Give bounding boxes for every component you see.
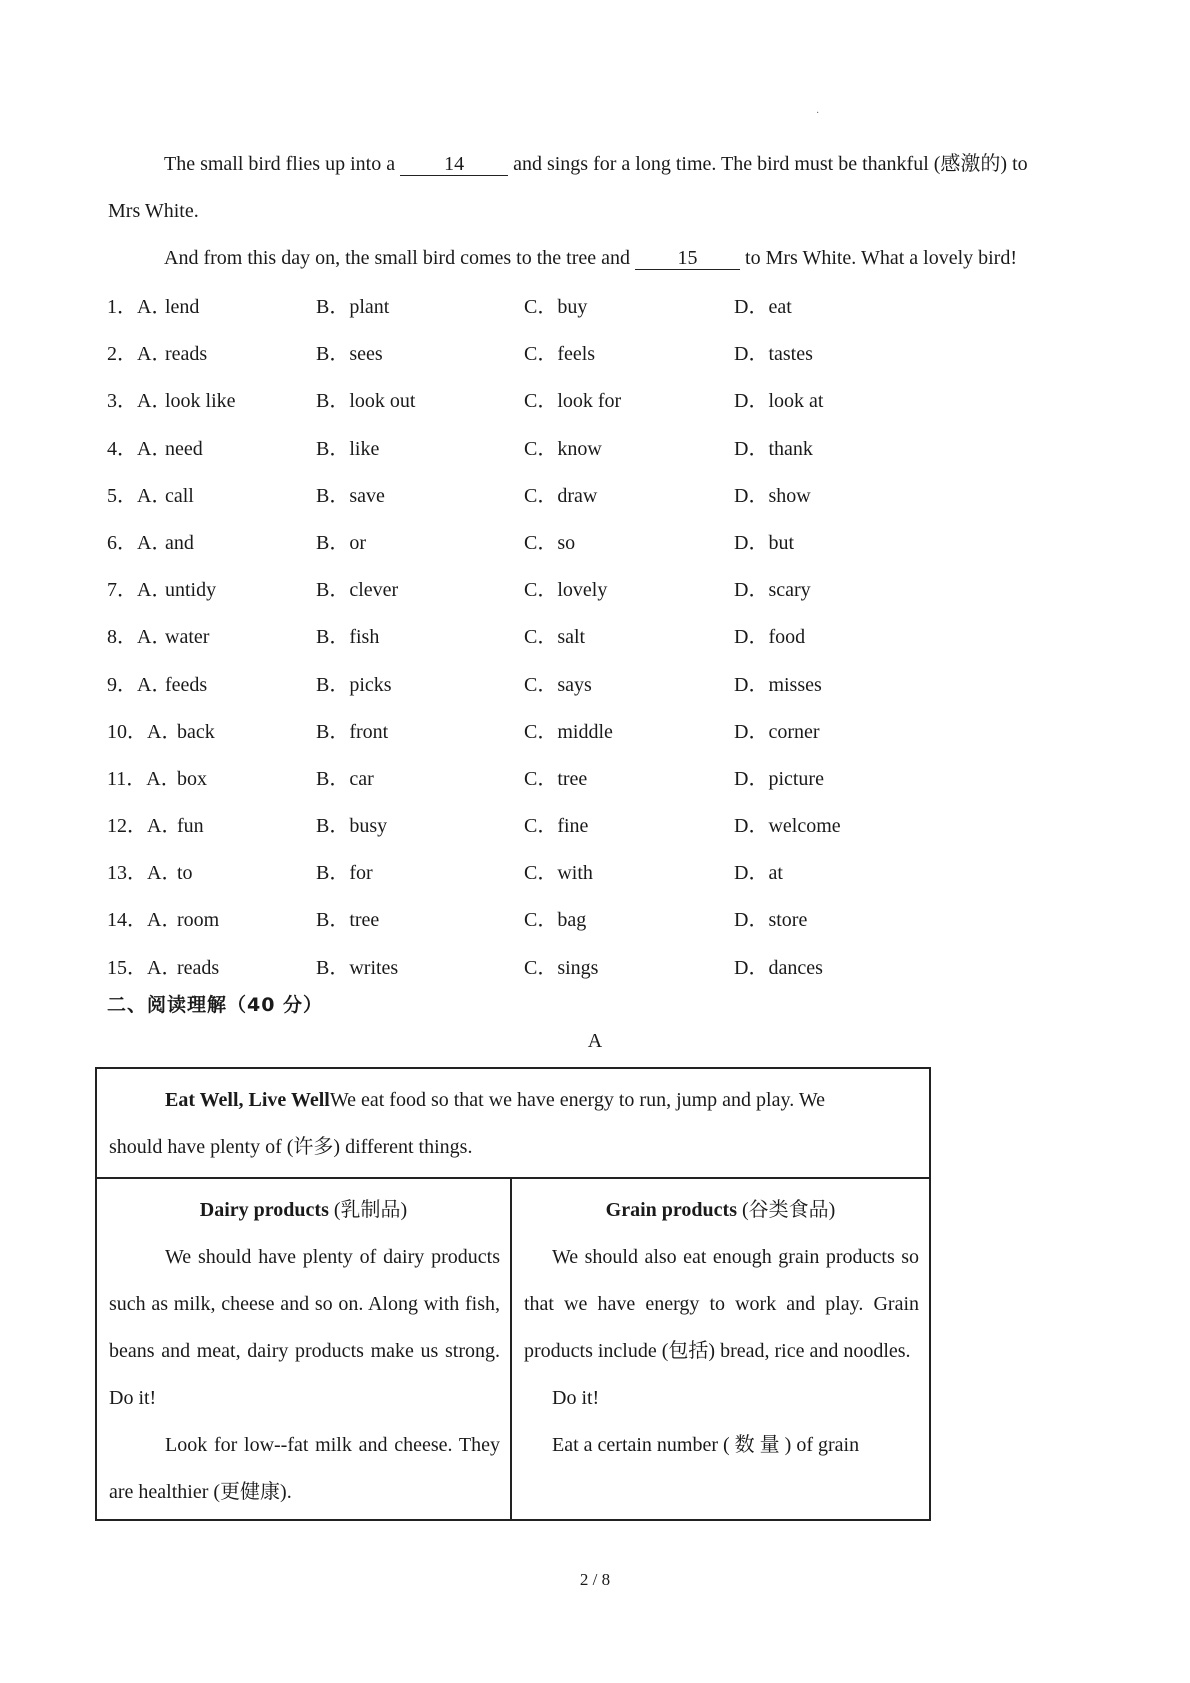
option-d: D．store [734, 909, 808, 932]
option-c: C．says [524, 673, 592, 696]
table-title: Eat Well, Live Well [165, 1089, 330, 1111]
option-d: D．corner [734, 720, 820, 743]
option-a: to [177, 862, 193, 885]
passage-letter: A [587, 1030, 603, 1052]
question-number: 3．A． [107, 390, 172, 413]
option-c: C．lovely [524, 579, 608, 602]
option-c: C．fine [524, 815, 589, 838]
grain-cell: Grain products (谷类食品) We should also eat enough grain products so that we have energy to work and play. Grain products include (包括) bread, rice and noodles. Do it! Eat a certain number ( 数 量 ) of grain [512, 1179, 929, 1519]
option-a: lend [165, 296, 200, 318]
option-d: D．at [734, 862, 783, 885]
option-b: B．picks [316, 673, 392, 696]
option-row [107, 614, 1007, 661]
option-d: D．but [734, 531, 794, 554]
option-b: B．writes [316, 956, 399, 979]
option-a: reads [177, 956, 220, 979]
dairy-heading: Dairy products (乳制品) [199, 1199, 408, 1221]
option-b: B．car [316, 767, 374, 790]
option-row [107, 331, 1007, 378]
option-row [107, 756, 1007, 803]
blank-15: 15 [635, 247, 740, 270]
option-b: B．plant [316, 296, 390, 318]
option-a: untidy [165, 579, 217, 602]
reading-table [95, 1067, 931, 1521]
option-a: back [177, 720, 215, 743]
option-d: D．look at [734, 390, 824, 413]
option-b: B．like [316, 437, 380, 460]
question-number: 7．A． [107, 579, 172, 602]
option-row [107, 709, 1007, 756]
question-number: 12．A． [107, 815, 182, 838]
option-c: C．salt [524, 626, 586, 649]
dairy-cell: Dairy products (乳制品) We should have plenty of dairy products such as milk, cheese and so on. Along with fish, beans and meat, dairy products make us strong. Do it! Look for low--fat milk and cheese. They are healthier (更健康). [97, 1179, 512, 1519]
option-c: C．draw [524, 484, 598, 507]
option-b: B．save [316, 484, 385, 507]
option-row [107, 850, 1007, 897]
option-b: B．tree [316, 909, 380, 932]
blank-14: 14 [400, 153, 508, 176]
option-a: look like [165, 390, 236, 413]
option-b: B．for [316, 862, 373, 885]
question-number: 13．A． [107, 862, 182, 885]
option-d: D．misses [734, 673, 822, 696]
page-number: 2 / 8 [579, 1570, 611, 1589]
question-number: 1．A． [107, 296, 172, 318]
option-b: B．look out [316, 390, 416, 413]
option-c: C．middle [524, 720, 613, 743]
option-row [107, 378, 1007, 425]
option-c: C．feels [524, 343, 596, 366]
section-title: 二、阅读理解（40 分） [107, 994, 324, 1016]
option-c: C．with [524, 862, 593, 885]
question-number: 2．A． [107, 343, 172, 366]
question-number: 15．A． [107, 956, 182, 979]
question-number: 6．A． [107, 531, 172, 554]
option-d: D．food [734, 626, 806, 649]
option-c: C．bag [524, 909, 587, 932]
option-c: C．so [524, 531, 576, 554]
option-a: reads [165, 343, 208, 366]
option-row [107, 897, 1007, 944]
option-row [107, 567, 1007, 614]
option-a: water [165, 626, 210, 649]
option-d: D．picture [734, 767, 824, 790]
stray-mark: · [816, 108, 820, 119]
question-number: 8．A． [107, 626, 172, 649]
option-a: and [165, 531, 194, 554]
option-b: B．clever [316, 579, 399, 602]
question-number: 11．A． [107, 767, 181, 790]
option-d: D．thank [734, 437, 813, 460]
option-b: B．fish [316, 626, 380, 649]
option-b: B．busy [316, 815, 388, 838]
grain-heading: Grain products (谷类食品) [605, 1199, 836, 1221]
option-b: B．or [316, 531, 366, 554]
option-d: D．show [734, 484, 811, 507]
question-number: 9．A． [107, 673, 172, 696]
option-c: C．sings [524, 956, 599, 979]
option-d: D．tastes [734, 343, 813, 366]
option-a: room [177, 909, 220, 932]
option-row [107, 662, 1007, 709]
passage-paragraph-1: The small bird flies up into a 14 and sings for a long time. The bird must be thankful (感激的) to Mrs White. [108, 153, 1028, 222]
passage-paragraph-2: And from this day on, the small bird comes to the tree and 15 to Mrs White. What a lovely bird! [164, 247, 1017, 269]
option-a: need [165, 437, 203, 460]
option-row [107, 426, 1007, 473]
answer-options-list [107, 284, 1007, 992]
option-c: C．tree [524, 767, 588, 790]
question-number: 14．A． [107, 909, 182, 932]
option-c: C．buy [524, 296, 588, 318]
option-row [107, 945, 1007, 992]
option-row [107, 473, 1007, 520]
option-a: box [177, 767, 207, 790]
option-d: D．eat [734, 296, 792, 318]
option-row [107, 520, 1007, 567]
option-row [107, 284, 1007, 331]
question-number: 4．A． [107, 437, 172, 460]
option-d: D．scary [734, 579, 811, 602]
question-number: 10．A． [107, 720, 182, 743]
option-c: C．look for [524, 390, 622, 413]
option-a: call [165, 484, 194, 507]
option-c: C．know [524, 437, 602, 460]
table-header-cell: Eat Well, Live WellWe eat food so that we have energy to run, jump and play. We should have plenty of (许多) different things. [97, 1069, 929, 1179]
option-b: B．front [316, 720, 389, 743]
option-d: D．welcome [734, 815, 841, 838]
option-row [107, 803, 1007, 850]
option-b: B．sees [316, 343, 383, 366]
option-a: fun [177, 815, 204, 838]
option-d: D．dances [734, 956, 823, 979]
question-number: 5．A． [107, 484, 172, 507]
option-a: feeds [165, 673, 208, 696]
